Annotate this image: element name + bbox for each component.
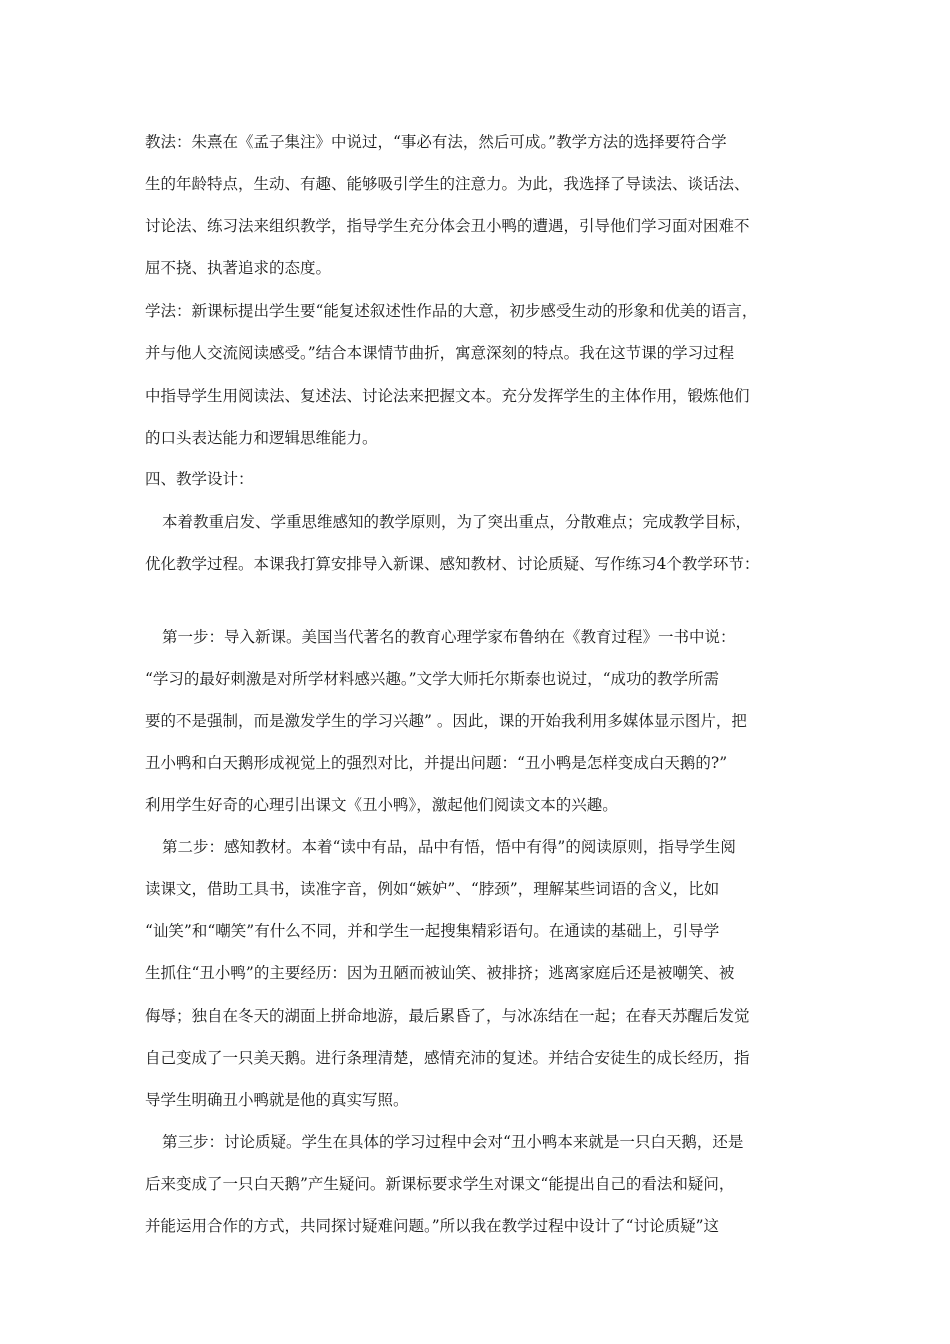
text-line: 讨论法、练习法来组织教学，指导学生充分体会丑小鸭的遭遇，引导他们学习面对困难不	[145, 217, 750, 235]
text-line: 优化教学过程。本课我打算安排导入新课、感知教材、讨论质疑、写作练习4个教学环节：	[145, 555, 760, 573]
text-line: 利用学生好奇的心理引出课文《丑小鸭》，激起他们阅读文本的兴趣。	[145, 796, 618, 814]
text-line: 后来变成了一只白天鹅”产生疑问。新课标要求学生对课文“能提出自己的看法和疑问，	[145, 1175, 735, 1193]
text-line: 自己变成了一只美天鹅。进行条理清楚，感情充沛的复述。并结合安徒生的成长经历，指	[145, 1049, 750, 1067]
text-line: 屈不挠、执著追求的态度。	[145, 259, 332, 277]
text-line: 并与他人交流阅读感受。”结合本课情节曲折，寓意深刻的特点。我在这节课的学习过程	[145, 344, 735, 362]
text-line: 并能运用合作的方式，共同探讨疑难问题。”所以我在教学过程中设计了“讨论质疑”这	[145, 1217, 720, 1235]
text-line: 教法：朱熹在《孟子集注》中说过，“事必有法，然后可成。”教学方法的选择要符合学	[145, 133, 727, 151]
text-line: 侮辱；独自在冬天的湖面上拼命地游，最后累昏了，与冰冻结在一起；在春天苏醒后发觉	[145, 1007, 750, 1025]
text-line: 要的不是强制，而是激发学生的学习兴趣” 。因此，课的开始我利用多媒体显示图片，把	[145, 712, 747, 730]
text-line: 读课文，借助工具书，读准字音，例如“嫉妒”、“脖颈”，理解某些词语的含义，比如	[145, 880, 720, 898]
text-line: “讪笑”和“嘲笑”有什么不同，并和学生一起搜集精彩语句。在通读的基础上，引导学	[145, 922, 720, 940]
text-line: 生的年龄特点，生动、有趣、能够吸引学生的注意力。为此，我选择了导读法、谈话法、	[145, 175, 750, 193]
text-line: 导学生明确丑小鸭就是他的真实写照。	[145, 1091, 409, 1109]
text-line: “学习的最好刺激是对所学材料感兴趣。”文学大师托尔斯泰也说过，“成功的教学所需	[145, 670, 720, 688]
text-line: 本着教重启发、学重思维感知的教学原则，为了突出重点，分散难点；完成教学目标，	[162, 513, 752, 531]
text-line: 第二步：感知教材。本着“读中有品，品中有悟，悟中有得”的阅读原则，指导学生阅	[162, 838, 736, 856]
text-line: 第三步：讨论质疑。学生在具体的学习过程中会对“丑小鸭本来就是一只白天鹅，还是	[162, 1133, 744, 1151]
section-heading: 四、教学设计：	[145, 470, 254, 488]
text-line: 中指导学生用阅读法、复述法、讨论法来把握文本。充分发挥学生的主体作用，锻炼他们	[145, 387, 750, 405]
text-line: 生抓住“丑小鸭”的主要经历：因为丑陋而被讪笑、被排挤；逃离家庭后还是被嘲笑、被	[145, 964, 735, 982]
text-line: 第一步：导入新课。美国当代著名的教育心理学家布鲁纳在《教育过程》一书中说：	[162, 628, 736, 646]
text-line: 学法：新课标提出学生要“能复述叙述性作品的大意，初步感受生动的形象和优美的语言，	[145, 302, 758, 320]
text-line: 丑小鸭和白天鹅形成视觉上的强烈对比，并提出问题：“丑小鸭是怎样变成白天鹅的?”	[145, 754, 728, 772]
text-line: 的口头表达能力和逻辑思维能力。	[145, 429, 378, 447]
